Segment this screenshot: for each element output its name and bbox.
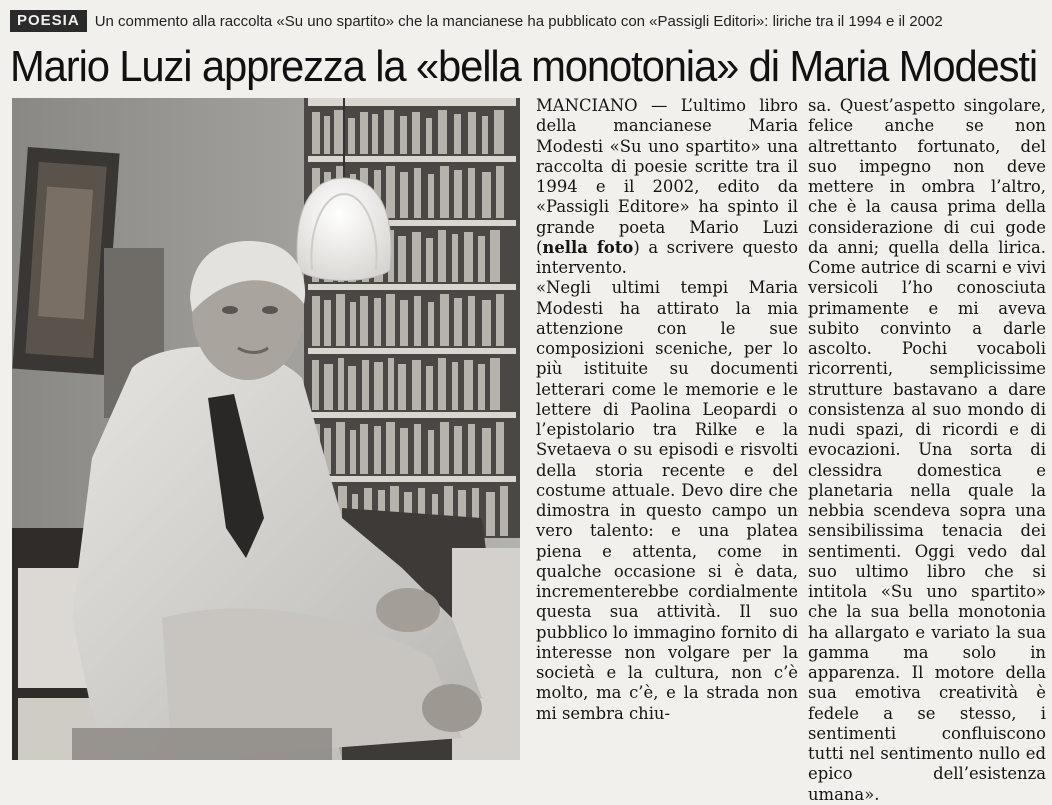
photo-caption-ref: nella foto bbox=[542, 237, 634, 257]
photo-mario-luzi bbox=[12, 98, 520, 760]
article-column-1 bbox=[536, 96, 798, 724]
section-tag: POESIA bbox=[10, 10, 87, 32]
bookshelf bbox=[304, 98, 520, 538]
painting bbox=[12, 147, 119, 375]
article-column-2 bbox=[808, 96, 1046, 805]
article-paragraph-intro bbox=[536, 96, 798, 278]
kicker-row bbox=[10, 10, 943, 32]
intro-text: MANCIANO — L’ultimo libro della mancianese Maria Modesti «Su uno spartito» una raccolta di poesie scritte tra il 1994 e il 2002, edito da «Passigli Editore» ha spinto il grande poeta Mario Luzi ( bbox=[536, 96, 798, 257]
article-paragraph-quote: «Negli ultimi tempi Maria Modesti ha attirato la mia attenzione con le sue composizioni sceniche, per lo più istituite su documenti letterari come le memorie e le lettere di Paolina Leopardi o l’epistolario tra Rilke e la Svetaeva o su episodi e risvolti della storia recente e del costume attuale. Devo dire che dimostra in questo campo un vero talento: e una platea piena e attenta, come in qualche occasione si è data, incrementerebbe cordialmente questa sua attività. Il suo pubblico lo immagino fornito di interesse non volgare per la società e la cultura, non c’è molto, ma c’è, e la strada non mi sembra chiu- bbox=[536, 278, 798, 723]
kicker-text: Un commento alla raccolta «Su uno spartito» che la mancianese ha pubblicato con «Passigli Editori»: liriche tra il 1994 e il 2002 bbox=[94, 12, 943, 30]
photo-illustration bbox=[12, 98, 520, 760]
headline: Mario Luzi apprezza la «bella monotonia» di Maria Modesti bbox=[10, 42, 1038, 91]
article-paragraph-continuation: sa. Quest’aspetto singolare, felice anche se non altrettanto fortunato, del suo impegno non deve mettere in ombra l’altro, che è la causa prima della considerazione di cui gode da anni; quella della lirica. Come autrice di scarni e vivi versicoli l’ho conosciuta primamente e mi aveva subito convinto a darle ascolto. Pochi vocaboli ricorrenti, semplicissime strutture bastavano a dare consistenza al suo mondo di nudi spazi, di ricordi e di evocazioni. Una sorta di clessidra domestica e planetaria nella quale la nebbia scendeva sopra una sensibilissima tenacia dei sentimenti. Oggi vedo dal suo ultimo libro che si intitola «Su uno spartito» che la sua bella monotonia ha allargato e variato la sua gamma ma solo in apparenza. Il motore della sua emotiva creatività è fedele a se stesso, i sentimenti confluiscono tutti nel sentimento nullo ed epico dell’esistenza umana». bbox=[808, 96, 1047, 804]
intro-text-end: ) a scrivere questo intervento. bbox=[536, 237, 798, 277]
